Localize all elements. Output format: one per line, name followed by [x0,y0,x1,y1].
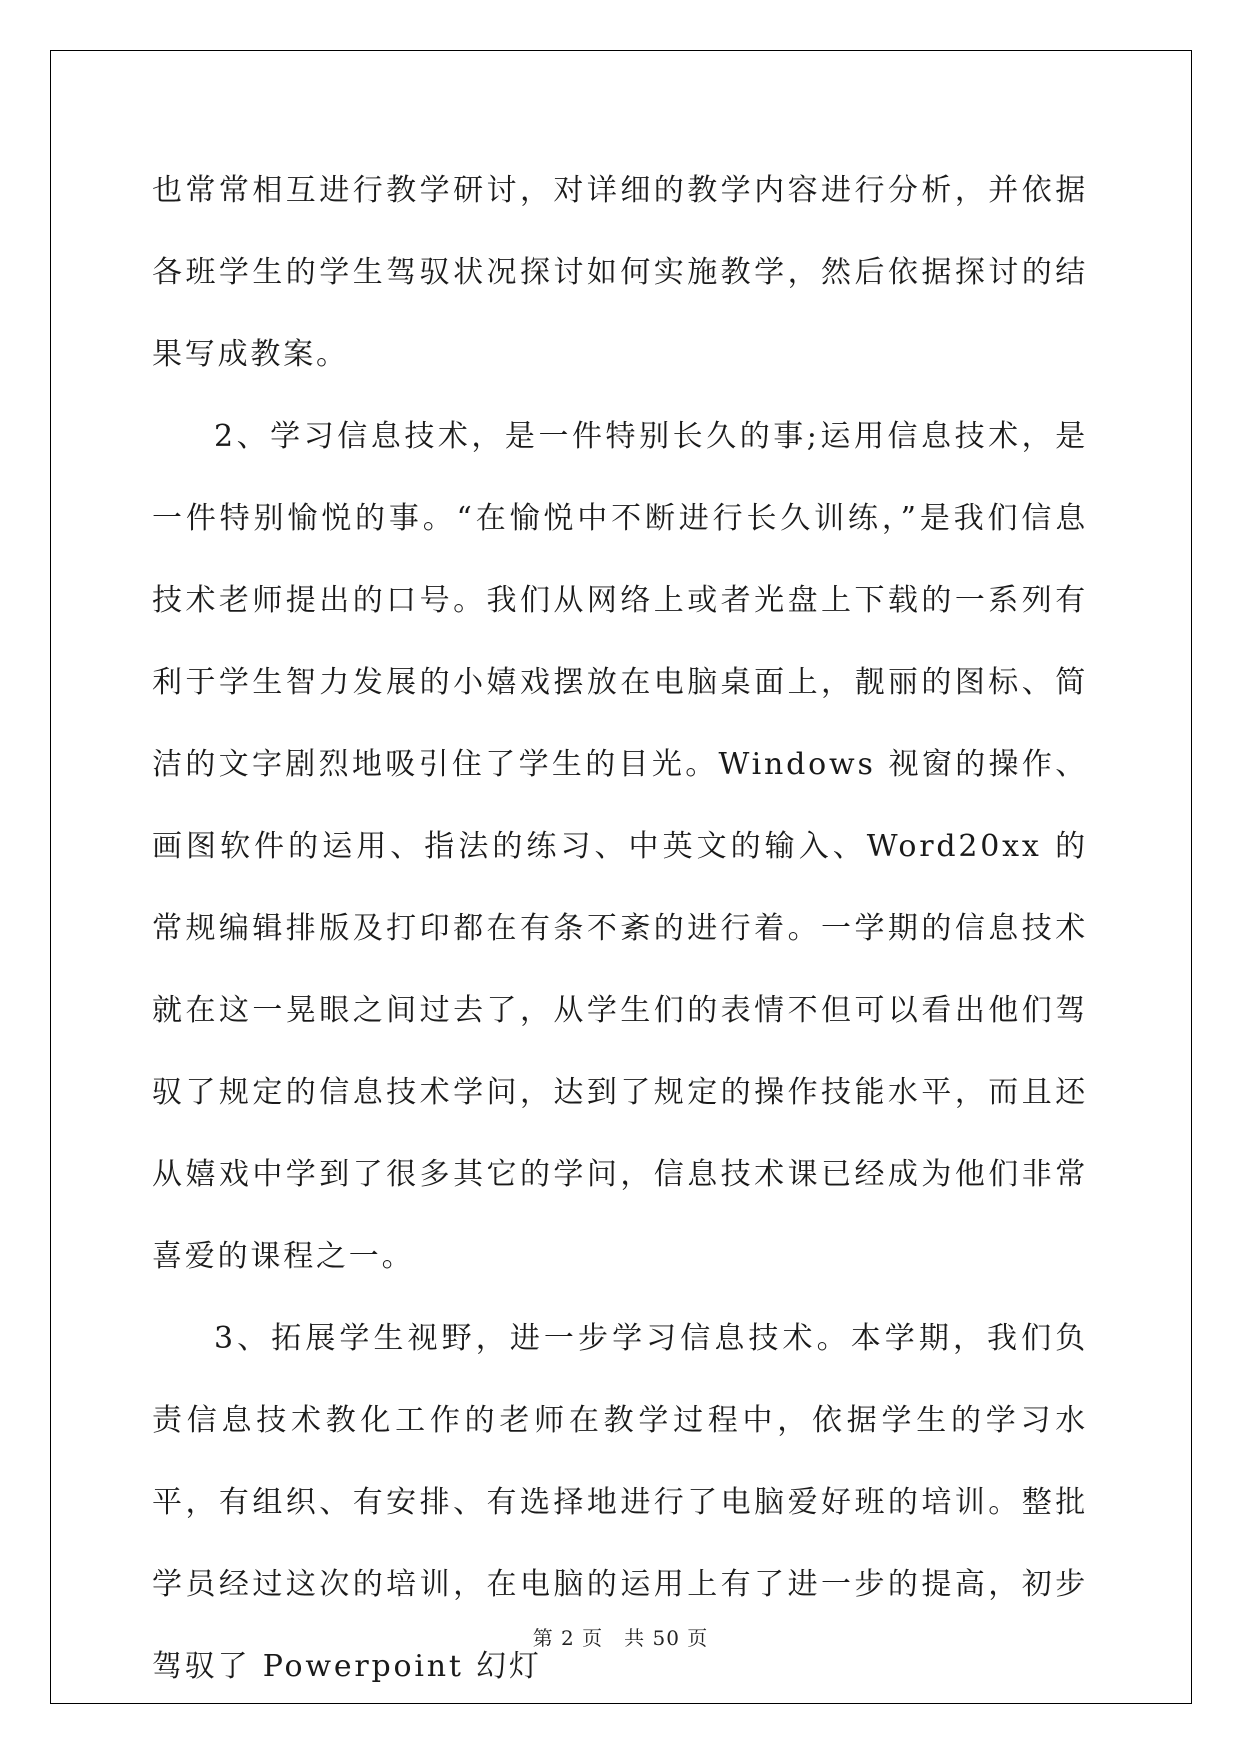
paragraph-continuation: 也常常相互进行教学研讨，对详细的教学内容进行分析，并依据各班学生的学生驾驭状况探讨如何实施教学，然后依据探讨的结果写成教案。 [152,173,1088,372]
page-number-footer: 第 2 页 共 50 页 [532,1626,709,1650]
paragraph-item-3: 3、拓展学生视野，进一步学习信息技术。本学期，我们负责信息技术教化工作的老师在教学过程中，依据学生的学习水平，有组织、有安排、有选择地进行了电脑爱好班的培训。整批学员经过这次的培训，在电脑的运用上有了进一步的提高，初步驾驭了 Powerpoint 幻灯 [152,1321,1088,1684]
document-body [152,150,1088,1708]
paragraph-item-2: 2、学习信息技术，是一件特别长久的事;运用信息技术，是一件特别愉悦的事。“在愉悦中不断进行长久训练，”是我们信息技术老师提出的口号。我们从网络上或者光盘上下载的一系列有利于学生智力发展的小嬉戏摆放在电脑桌面上，靓丽的图标、简洁的文字剧烈地吸引住了学生的目光。Windows 视窗的操作、画图软件的运用、指法的练习、中英文的输入、Word20xx 的常规编辑排版及打印都在有条不紊的进行着。一学期的信息技术就在这一晃眼之间过去了，从学生们的表情不但可以看出他们驾驭了规定的信息技术学问，达到了规定的操作技能水平，而且还从嬉戏中学到了很多其它的学问，信息技术课已经成为他们非常喜爱的课程之一。 [152,419,1088,1274]
